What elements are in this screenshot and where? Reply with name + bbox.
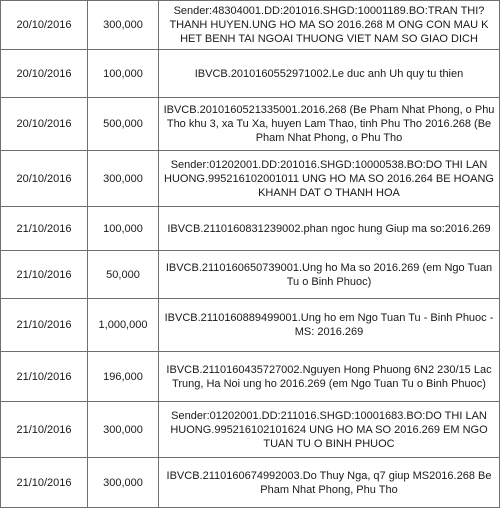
date-cell: 20/10/2016	[1, 151, 88, 207]
table-row	[1, 251, 500, 299]
date-cell: 21/10/2016	[1, 299, 88, 352]
description-cell: IBVCB.2110160831239002.phan ngoc hung Giup ma so:2016.269	[159, 207, 500, 251]
date-cell: 21/10/2016	[1, 402, 88, 458]
amount-cell: 300,000	[88, 1, 159, 50]
amount-cell: 1,000,000	[88, 299, 159, 352]
table-row	[1, 352, 500, 402]
table-row	[1, 50, 500, 98]
description-cell: IBVCB.2110160674992003.Do Thuy Nga, q7 giup MS2016.268 Be Pham Nhat Phong, Phu Tho	[159, 458, 500, 508]
table-row	[1, 458, 500, 508]
description-cell: IBVCB.2110160435727002.Nguyen Hong Phuong 6N2 230/15 Lac Trung, Ha Noi ung ho 2016.269 (em Ngo Tuan Tu o Binh Phuoc)	[159, 352, 500, 402]
amount-cell: 196,000	[88, 352, 159, 402]
date-cell: 21/10/2016	[1, 352, 88, 402]
description-cell: IBVCB.2010160521335001.2016.268 (Be Pham Nhat Phong, o Phu Tho khu 3, xa Tu Xa, huyen Lam Thao, tinh Phu Tho 2016.268 (Be Pham Nhat Phong, o Phu Tho	[159, 98, 500, 151]
amount-cell: 300,000	[88, 458, 159, 508]
date-cell: 21/10/2016	[1, 207, 88, 251]
description-cell: Sender:48304001.DD:201016.SHGD:10001189.BO:TRAN THI? THANH HUYEN.UNG HO MA SO 2016.268 M ONG CON MAU K HET BENH TAI NGOAI THUONG VIET NAM SO GIAO DICH	[159, 1, 500, 50]
date-cell: 20/10/2016	[1, 98, 88, 151]
description-cell: IBVCB.2110160889499001.Ung ho em Ngo Tuan Tu - Binh Phuoc - MS: 2016.269	[159, 299, 500, 352]
description-cell: IBVCB.2110160650739001.Ung ho Ma so 2016.269 (em Ngo Tuan Tu o Binh Phuoc)	[159, 251, 500, 299]
table-row	[1, 299, 500, 352]
table-row	[1, 98, 500, 151]
table-row	[1, 402, 500, 458]
amount-cell: 100,000	[88, 50, 159, 98]
amount-cell: 100,000	[88, 207, 159, 251]
description-cell: IBVCB.2010160552971002.Le duc anh Uh quy tu thien	[159, 50, 500, 98]
date-cell: 20/10/2016	[1, 50, 88, 98]
description-cell: Sender:01202001.DD:211016.SHGD:10001683.BO:DO THI LAN HUONG.995216102101624 UNG HO MA SO 2016.269 EM NGO TUAN TU O BINH PHUOC	[159, 402, 500, 458]
date-cell: 21/10/2016	[1, 458, 88, 508]
date-cell: 20/10/2016	[1, 1, 88, 50]
table-row	[1, 207, 500, 251]
amount-cell: 500,000	[88, 98, 159, 151]
description-cell: Sender:01202001.DD:201016.SHGD:10000538.BO:DO THI LAN HUONG.995216102001011 UNG HO MA SO 2016.264 BE HOANG KHANH DAT O THANH HOA	[159, 151, 500, 207]
amount-cell: 50,000	[88, 251, 159, 299]
table-row	[1, 151, 500, 207]
amount-cell: 300,000	[88, 151, 159, 207]
date-cell: 21/10/2016	[1, 251, 88, 299]
table-row	[1, 1, 500, 50]
amount-cell: 300,000	[88, 402, 159, 458]
